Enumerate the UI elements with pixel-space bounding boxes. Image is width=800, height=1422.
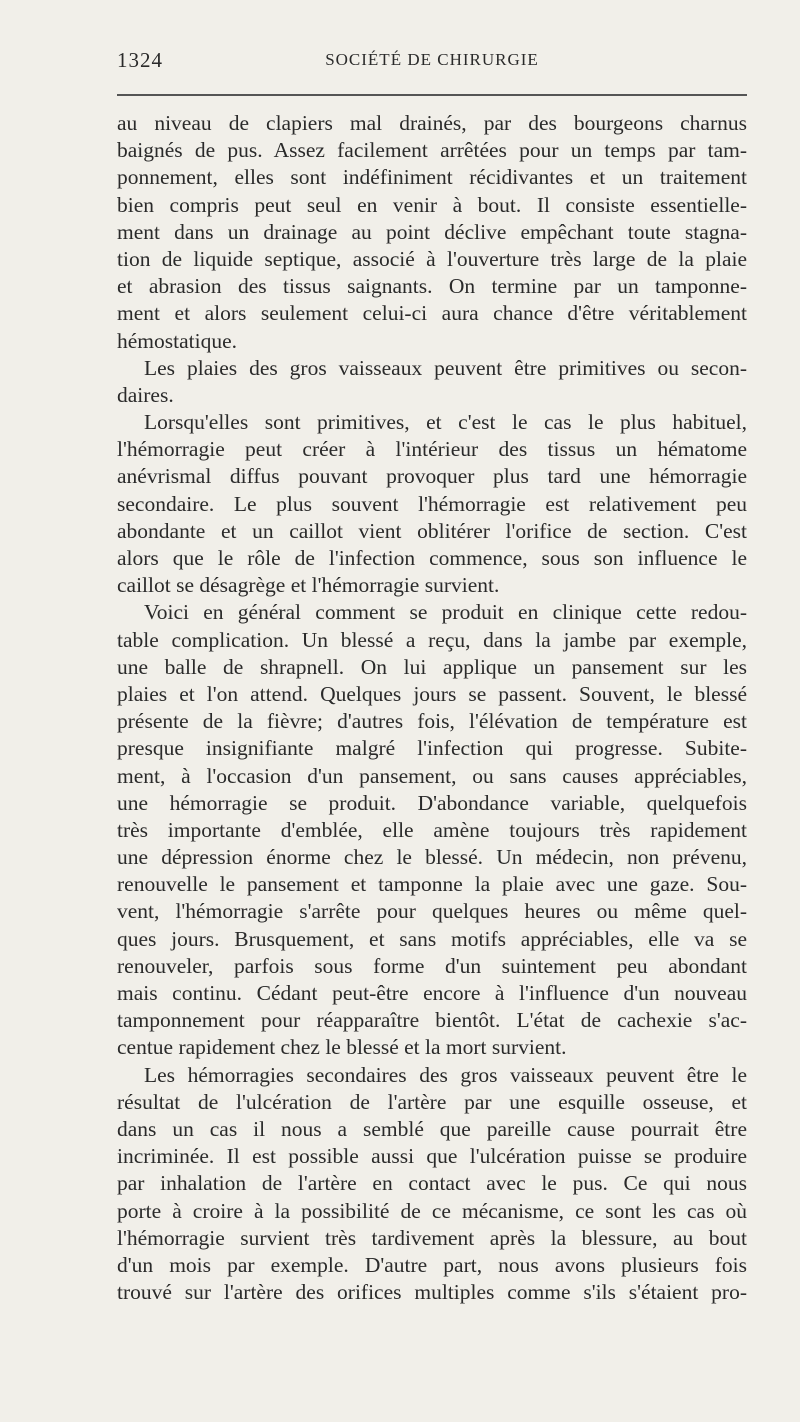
text-line: présente de la fièvre; d'autres fois, l'élévation de température est xyxy=(117,709,747,734)
text-line: résultat de l'ulcération de l'artère par une esquille osseuse, et xyxy=(117,1089,747,1114)
text-line: presque insignifiante malgré l'infection qui progresse. Subite- xyxy=(117,736,747,761)
text-line: et abrasion des tissus saignants. On termine par un tamponne- xyxy=(117,274,747,299)
text-line: vent, l'hémorragie s'arrête pour quelques heures ou même quel- xyxy=(117,899,747,924)
text-line: porte à croire à la possibilité de ce mécanisme, ce sont les cas où xyxy=(117,1198,747,1223)
text-line: anévrismal diffus pouvant provoquer plus tard une hémorragie xyxy=(117,464,747,489)
text-line: Les hémorragies secondaires des gros vaisseaux peuvent être le xyxy=(144,1062,747,1087)
text-line: ment dans un drainage au point déclive empêchant toute stagna- xyxy=(117,219,747,244)
text-line: mais continu. Cédant peut-être encore à l'influence d'un nouveau xyxy=(117,981,747,1005)
text-line: plaies et l'on attend. Quelques jours se passent. Souvent, le blessé xyxy=(117,681,747,706)
text-line: Les plaies des gros vaisseaux peuvent être primitives ou secon- xyxy=(144,355,747,380)
text-line: dans un cas il nous a semblé que pareille cause pourrait être xyxy=(117,1116,747,1141)
text-line: tion de liquide septique, associé à l'ouverture très large de la plaie xyxy=(117,246,747,271)
text-line: incriminée. Il est possible aussi que l'ulcération puisse se produire xyxy=(117,1144,747,1169)
text-line: ment et alors seulement celui-ci aura chance d'être véritablement xyxy=(117,301,747,326)
text-line: daires. xyxy=(117,382,174,407)
page-number: 1324 xyxy=(117,48,163,72)
text-line: très importante d'emblée, elle amène toujours très rapidement xyxy=(117,817,747,842)
text-line: abondante et un caillot vient oblitérer l'orifice de section. C'est xyxy=(117,518,747,543)
text-line: renouvelle le pansement et tamponne la plaie avec une gaze. Sou- xyxy=(117,872,747,897)
text-line: renouveler, parfois sous forme d'un suintement peu abondant xyxy=(117,953,747,978)
text-line: hémostatique. xyxy=(117,328,238,353)
text-line: ques jours. Brusquement, et sans motifs appréciables, elle va se xyxy=(117,926,747,951)
text-line: une hémorragie se produit. D'abondance variable, quelquefois xyxy=(117,790,747,815)
text-line: l'hémorragie peut créer à l'intérieur des tissus un hématome xyxy=(117,437,747,462)
text-line: une dépression énorme chez le blessé. Un médecin, non prévenu, xyxy=(117,845,747,870)
running-title: SOCIÉTÉ DE CHIRURGIE xyxy=(325,50,539,69)
text-line: ment, à l'occasion d'un pansement, ou sans causes appréciables, xyxy=(117,763,747,788)
text-line: d'un mois par exemple. D'autre part, nous avons plusieurs fois xyxy=(117,1252,747,1277)
text-line: ponnement, elles sont indéfiniment récidivantes et un traitement xyxy=(117,165,747,190)
page-header xyxy=(117,48,747,76)
text-line: trouvé sur l'artère des orifices multiples comme s'ils s'étaient pro- xyxy=(117,1280,747,1305)
text-line: au niveau de clapiers mal drainés, par des bourgeons charnus xyxy=(117,111,747,135)
text-line: table complication. Un blessé a reçu, dans la jambe par exemple, xyxy=(117,627,747,652)
text-line: centue rapidement chez le blessé et la mort survient. xyxy=(117,1035,567,1060)
text-line: alors que le rôle de l'infection commence, sous son influence le xyxy=(117,546,747,570)
body-text xyxy=(117,110,747,1306)
text-line: par inhalation de l'artère en contact avec le pus. Ce qui nous xyxy=(117,1171,747,1196)
text-line: une balle de shrapnell. On lui applique un pansement sur les xyxy=(117,654,747,679)
text-line: baignés de pus. Assez facilement arrêtées pour un temps par tam- xyxy=(117,138,747,163)
text-line: Lorsqu'elles sont primitives, et c'est le cas le plus habituel, xyxy=(144,410,747,435)
text-line: Voici en général comment se produit en clinique cette redou- xyxy=(144,600,747,625)
text-line: bien compris peut seul en venir à bout. Il consiste essentielle- xyxy=(117,192,747,217)
text-line: tamponnement pour réapparaître bientôt. L'état de cachexie s'ac- xyxy=(117,1008,747,1033)
header-rule xyxy=(117,94,747,96)
text-line: secondaire. Le plus souvent l'hémorragie est relativement peu xyxy=(117,491,747,516)
text-line: caillot se désagrège et l'hémorragie survient. xyxy=(117,573,500,598)
text-line: l'hémorragie survient très tardivement après la blessure, au bout xyxy=(117,1225,747,1250)
